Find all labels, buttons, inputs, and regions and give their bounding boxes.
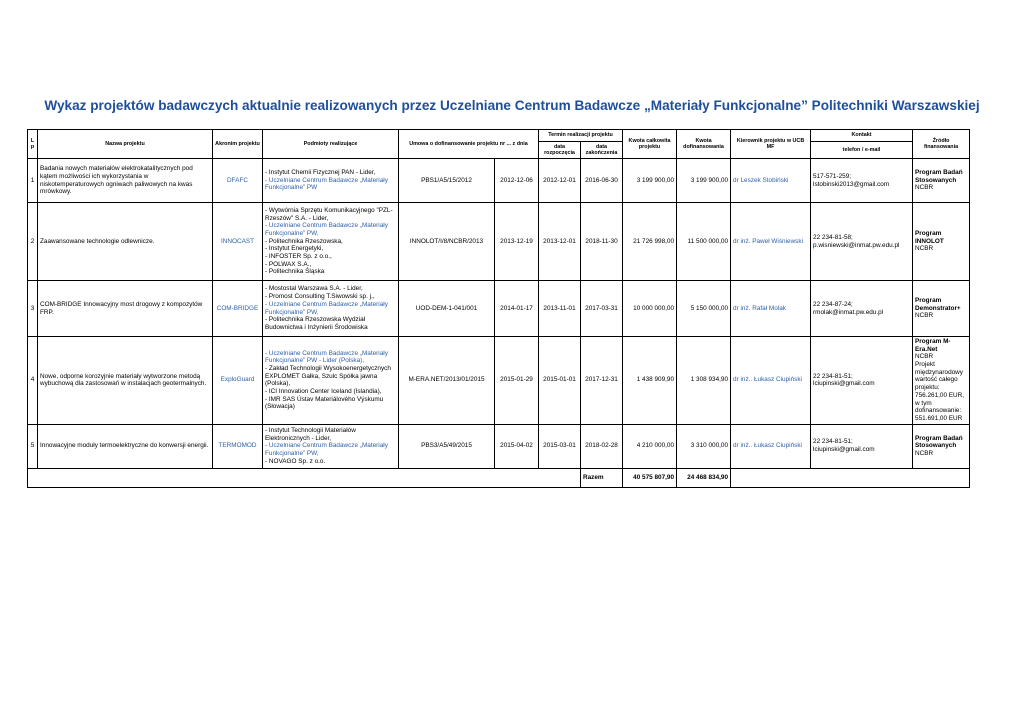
row-start-date: 2012-12-01 (539, 159, 581, 203)
row-project-name: Nowe, odporne korozyjnie materiały wytworzone metodą wybuchową dla zastosowań w instalacjach geotermalnych. (38, 337, 213, 425)
row-agreement-date: 2014-01-17 (495, 281, 539, 337)
source-line: Program Badań Stosowanych (915, 434, 963, 450)
projects-table (27, 129, 970, 488)
row-source (913, 337, 970, 425)
header-contact: Kontakt (811, 130, 913, 142)
source-line: NCBR (915, 245, 934, 253)
row-acronym: COM-BRIDGE (213, 281, 263, 337)
source-line: w tym dofinansowanie: 551.691,00 EUR (915, 399, 963, 422)
row-agreement-no: UOD-DEM-1-041/001 (399, 281, 495, 337)
source-line: Program INNOLOT (915, 229, 944, 245)
header-phone: telefon / e-mail (811, 142, 913, 159)
row-entities (263, 424, 399, 468)
contact-line: rmolak@inmat.pw.edu.pl (813, 308, 884, 316)
row-funding: 11 500 000,00 (677, 203, 731, 281)
contact-line: 22 234-81-51; (813, 372, 853, 380)
entity-item: - Instytut Technologii Materiałów Elektronicznych - Lider, (265, 426, 356, 442)
row-project-name: Innowacyjne moduły termoelektryczne do konwersji energii. (38, 424, 213, 468)
row-agreement-date: 2013-12-19 (495, 203, 539, 281)
entity-item: - Instytut Chemii Fizycznej PAN - Lider, (265, 168, 376, 176)
row-entities (263, 203, 399, 281)
header-entities: Podmioty realizujące (263, 130, 399, 159)
entity-item: - Politechnika Śląska (265, 268, 325, 276)
row-end-date: 2016-06-30 (581, 159, 623, 203)
contact-line: lciupinski@gmail.com (813, 446, 875, 454)
row-lp: 5 (28, 424, 38, 468)
row-entities (263, 337, 399, 425)
entity-item: - ICI Innovation Center Iceland (Islandia), (265, 387, 382, 395)
contact-line: 22 234-81-58; (813, 233, 853, 241)
entity-item: - Zakład Technologii Wysokoenergetycznych EXPLOMET Gałka, Szulc Spółka jawna (Polska), (265, 364, 391, 388)
row-agreement-date: 2012-12-06 (495, 159, 539, 203)
entity-item: - INFOSTER Sp. z o.o., (265, 253, 332, 261)
row-total: 3 199 900,00 (623, 159, 677, 203)
table-row (28, 281, 970, 337)
source-line: Program Badań Stosowanych (915, 168, 963, 184)
entity-item: - IMR SAS Ústav Materiálového Výskumu (Słowacja) (265, 395, 384, 411)
totals-row (28, 468, 970, 487)
row-project-name: Zaawansowane technologie odlewnicze. (38, 203, 213, 281)
header-funding: Kwota dofinansowania (677, 130, 731, 159)
row-entities (263, 281, 399, 337)
header-term: Termin realizacji projektu (539, 130, 623, 142)
row-funding: 1 308 934,90 (677, 337, 731, 425)
entity-item: - Instytut Energetyki, (265, 245, 324, 253)
row-funding: 3 310 000,00 (677, 424, 731, 468)
row-end-date: 2018-02-28 (581, 424, 623, 468)
row-manager: dr inż. Paweł Wiśniewski (731, 203, 811, 281)
row-lp: 1 (28, 159, 38, 203)
table-row (28, 159, 970, 203)
row-total: 1 438 909,90 (623, 337, 677, 425)
header-end: data zakończenia (581, 142, 623, 159)
row-total: 4 210 000,00 (623, 424, 677, 468)
entity-item: - Politechnika Rzeszowska Wydział Budownictwa i Inżynierii Środowiska (265, 316, 368, 331)
contact-line: 517-571-259; (813, 172, 852, 180)
entity-item: - Uczelniane Centrum Badawcze „Materiały Funkcjonalne” PW, (265, 300, 388, 316)
header-start: data rozpoczęcia (539, 142, 581, 159)
row-agreement-no: M-ERA.NET/2013/01/2015 (399, 337, 495, 425)
row-start-date: 2013-12-01 (539, 203, 581, 281)
row-agreement-date: 2015-04-02 (495, 424, 539, 468)
contact-line: lciupinski@gmail.com (813, 380, 875, 388)
row-contact (811, 159, 913, 203)
source-line: NCBR (915, 184, 934, 192)
row-source (913, 203, 970, 281)
row-acronym: ExploGuard (213, 337, 263, 425)
row-lp: 4 (28, 337, 38, 425)
row-project-name: COM-BRIDGE Innowacyjny most drogowy z kompozytów FRP. (38, 281, 213, 337)
row-manager: dr inż.. Łukasz Ciupiński (731, 337, 811, 425)
entity-item: - Promost Consulting T.Siwowski sp. j., (265, 293, 375, 301)
header-source: Źródło finansowania (913, 130, 970, 159)
row-project-name: Badania nowych materiałów elektrokatalitycznych pod kątem możliwości ich wykorzystania w niskotemperaturowych ogniwach paliwowych na kwas mrówkowy. (38, 159, 213, 203)
row-agreement-no: PBS3/A5/49/2015 (399, 424, 495, 468)
entity-item: - Uczelniane Centrum Badawcze „Materiały Funkcjonalne” PW - Lider (Polska), (265, 349, 388, 365)
source-line: NCBR (915, 353, 934, 361)
contact-line: 22 234-87-24; (813, 300, 853, 308)
header-acronym: Akronim projektu (213, 130, 263, 159)
totals-funding: 24 468 834,90 (677, 468, 731, 487)
row-agreement-no: PBS1/A5/15/2012 (399, 159, 495, 203)
row-funding: 3 199 900,00 (677, 159, 731, 203)
entity-item: - Mostostal Warszawa S.A. - Lider, (265, 285, 363, 293)
row-start-date: 2013-11-01 (539, 281, 581, 337)
row-funding: 5 150 000,00 (677, 281, 731, 337)
entity-item: - Uczelniane Centrum Badawcze „Materiały Funkcjonalne” PW, (265, 442, 388, 457)
row-end-date: 2017-03-31 (581, 281, 623, 337)
row-start-date: 2015-03-01 (539, 424, 581, 468)
entity-item: - Uczelniane Centrum Badawcze „Materiały Funkcjonalne” PW, (265, 222, 388, 237)
header-name: Nazwa projektu (38, 130, 213, 159)
header-total: Kwota całkowita projektu (623, 130, 677, 159)
entity-item: - POLWAX S.A., (265, 260, 312, 268)
page-title: Wykaz projektów badawczych aktualnie realizowanych przez Uczelniane Centrum Badawcze „Materiały Funkcjonalne” Politechniki Warszawskiej (44, 98, 980, 113)
row-lp: 3 (28, 281, 38, 337)
entity-item: - Wytwórnia Sprzętu Komunikacyjnego "PZL-Rzeszów" S.A. - Lider, (265, 206, 393, 222)
source-line: Projekt międzynarodowy wartość całego projektu: 756.261,00 EUR, (915, 361, 965, 399)
totals-total: 40 575 807,90 (623, 468, 677, 487)
row-start-date: 2015-01-01 (539, 337, 581, 425)
entity-item: - Politechnika Rzeszowska, (265, 237, 343, 245)
row-agreement-date: 2015-01-29 (495, 337, 539, 425)
table-row (28, 424, 970, 468)
contact-line: 22 234-81-51; (813, 438, 853, 446)
row-manager: dr inż. Rafał Molak (731, 281, 811, 337)
header-agreement: Umowa o dofinansowanie projektu nr ... z dnia (399, 130, 539, 159)
entity-item: - NOVAGO Sp. z o.o. (265, 457, 326, 465)
row-acronym: DFAFC (213, 159, 263, 203)
contact-line: p.wisniewski@inmat.pw.edu.pl (813, 241, 900, 249)
row-manager: dr Leszek Stobiński (731, 159, 811, 203)
row-manager: dr inż.. Łukasz Ciupiński (731, 424, 811, 468)
entity-item: - Uczelniane Centrum Badawcze „Materiały Funkcjonalne” PW (265, 176, 388, 192)
row-source (913, 281, 970, 337)
row-total: 10 000 000,00 (623, 281, 677, 337)
row-entities (263, 159, 399, 203)
source-line: NCBR (915, 449, 934, 457)
table-body (28, 159, 970, 469)
contact-line: lstobinski2013@gmail.com (813, 180, 890, 188)
table-row (28, 203, 970, 281)
row-source (913, 424, 970, 468)
row-acronym: TERMOMOD (213, 424, 263, 468)
header-lp: Lp (28, 130, 38, 159)
row-end-date: 2018-11-30 (581, 203, 623, 281)
row-lp: 2 (28, 203, 38, 281)
row-end-date: 2017-12-31 (581, 337, 623, 425)
source-line: NCBR (915, 312, 934, 320)
row-contact (811, 281, 913, 337)
row-agreement-no: INNOLOT/I/8/NCBR/2013 (399, 203, 495, 281)
source-line: Program Demonstrator+ (915, 296, 961, 312)
row-contact (811, 337, 913, 425)
totals-label: Razem (581, 468, 623, 487)
row-acronym: INNOCAST (213, 203, 263, 281)
row-source (913, 159, 970, 203)
header-manager: Kierownik projektu w UCB MF (731, 130, 811, 159)
row-total: 21 726 998,00 (623, 203, 677, 281)
row-contact (811, 203, 913, 281)
table-row (28, 337, 970, 425)
source-line: Program M-Era.Net (915, 338, 951, 353)
row-contact (811, 424, 913, 468)
